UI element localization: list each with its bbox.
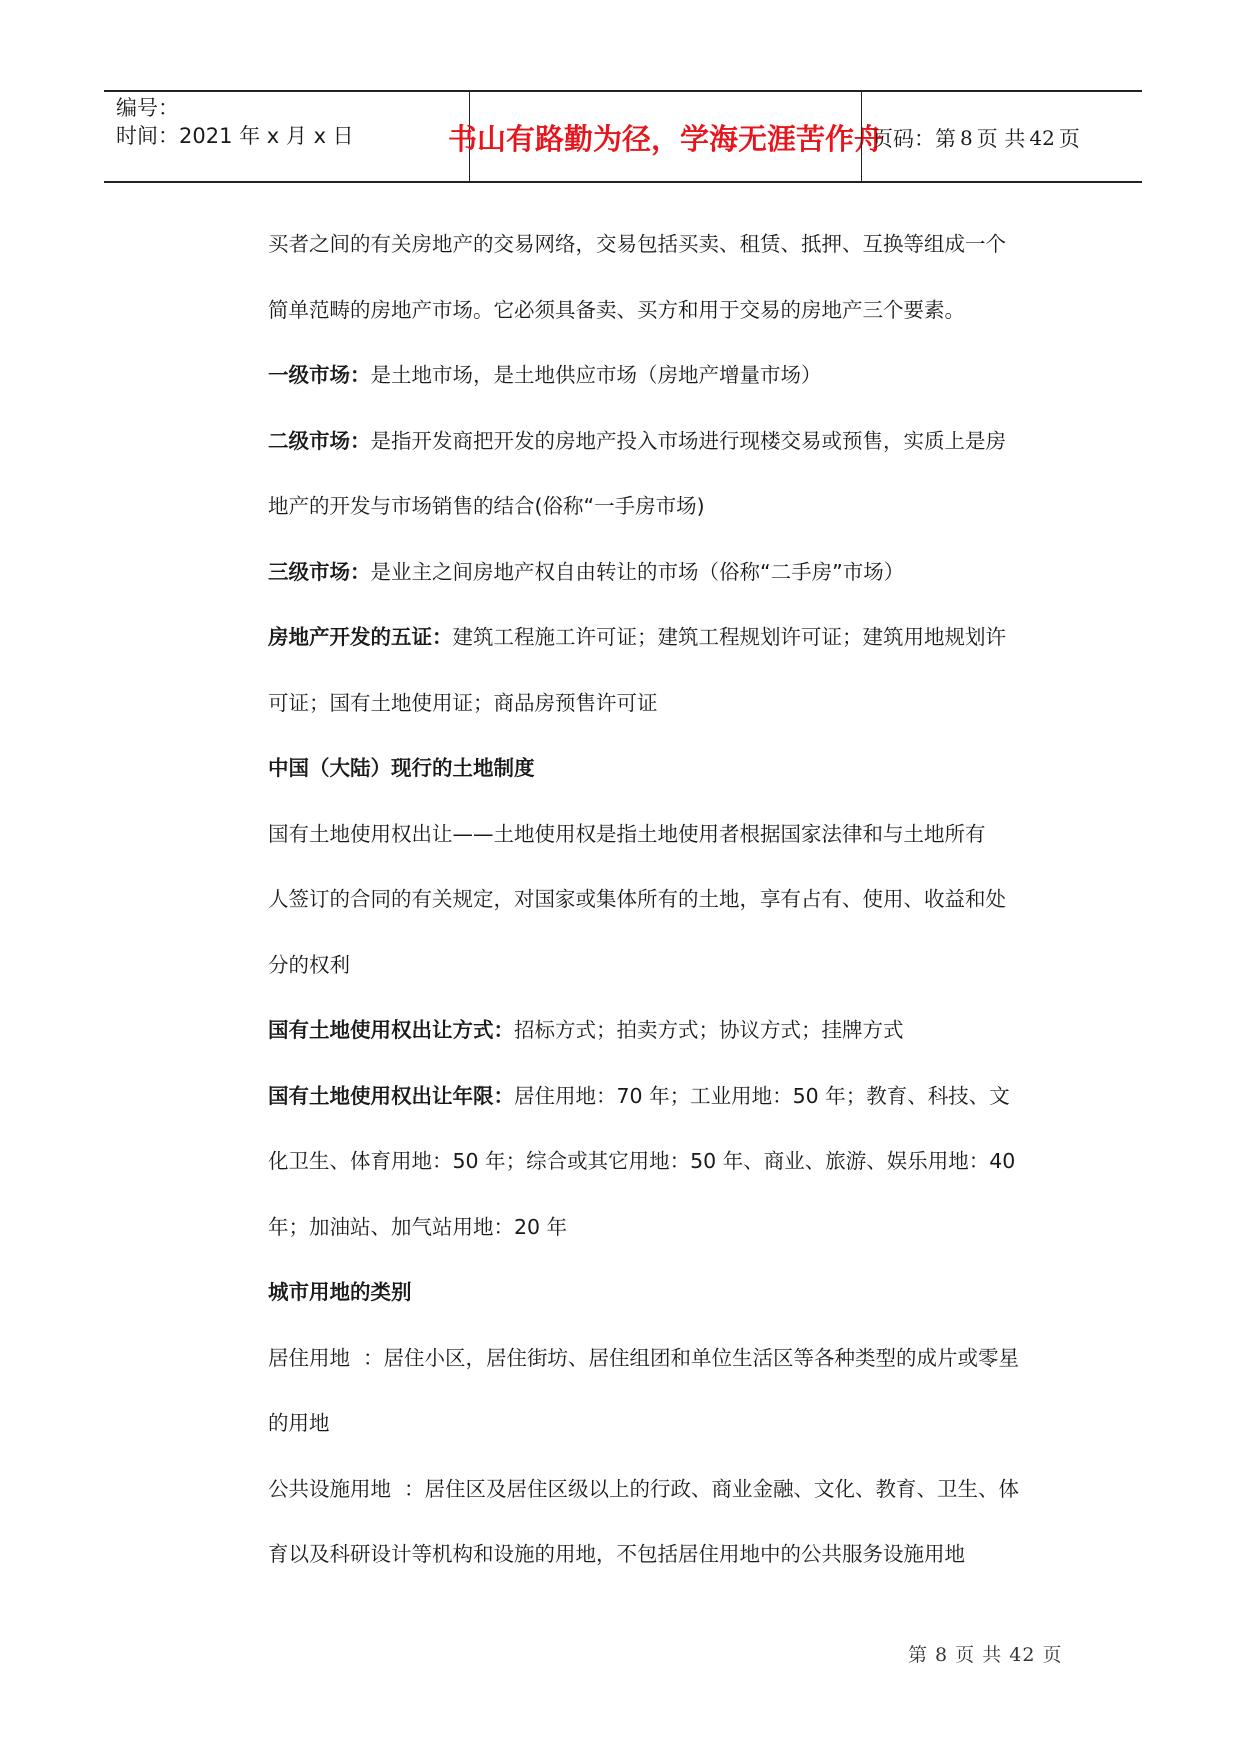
definition-five-certificates [268,605,1068,671]
page-suffix: 页 [1058,126,1080,151]
term: 二级市场： [268,428,371,453]
page-footer: 第 8 页 共 42 页 [908,1644,1063,1666]
paragraph-line: 公共设施用地 ：居住区及居住区级以上的行政、商业金融、文化、教育、卫生、体 [268,1476,1020,1501]
definition-text: 是指开发商把开发的房地产投入市场进行现楼交易或预售，实质上是房 [370,428,1006,453]
document-body [268,212,1068,1588]
paragraph-line: 国有土地使用权出让——土地使用权是指土地使用者根据国家法律和与土地所有 [268,821,986,846]
header-motto: 书山有路勤为径，学海无涯苦作舟 [448,122,884,156]
definition-transfer-methods [268,998,1068,1064]
page-prefix: 页码：第 [872,126,956,151]
definition-primary-market [268,343,1068,409]
definition-text: 居住用地：70 年；工业用地：50 年；教育、科技、文 [514,1083,1010,1108]
term: 国有土地使用权出让方式： [268,1018,514,1042]
definition-text: 是业主之间房地产权自由转让的市场（俗称“二手房”市场） [370,559,905,584]
definition-transfer-terms [268,1064,1068,1130]
definition-text: 建筑工程施工许可证；建筑工程规划许可证；建筑用地规划许 [452,625,1006,649]
header-page-code [872,92,1080,183]
paragraph-line: 育以及科研设计等机构和设施的用地，不包括居住用地中的公共服务设施用地 [268,1542,965,1566]
paragraph-line: 人签订的合同的有关规定，对国家或集体所有的土地，享有占有、使用、收益和处 [268,887,1006,911]
paragraph-line: 分的权利 [268,952,350,977]
paragraph-line: 买者之间的有关房地产的交易网络，交易包括买卖、租赁、抵押、互换等组成一个 [268,232,1006,256]
header-meta [116,94,471,150]
page-total: 42 [1029,125,1055,150]
paragraph-line: 的用地 [268,1411,330,1435]
definition-secondary-market [268,409,1068,475]
definition-text: 招标方式；拍卖方式；协议方式；挂牌方式 [514,1018,904,1042]
term: 一级市场： [268,363,371,387]
paragraph-line: 可证；国有土地使用证；商品房预售许可证 [268,690,658,715]
code-label: 编号： [116,96,179,120]
paragraph-line: 地产的开发与市场销售的结合(俗称“一手房市场) [268,494,705,518]
paragraph-line: 化卫生、体育用地：50 年；综合或其它用地：50 年、商业、旅游、娱乐用地：40 [268,1149,1016,1173]
term: 三级市场： [268,559,371,584]
time-label: 时间：2021 年 x 月 x 日 [116,124,354,148]
header-divider [861,92,862,181]
definition-tertiary-market [268,540,1068,606]
page-mid: 页 共 [976,126,1026,151]
section-heading: 城市用地的类别 [268,1280,412,1304]
page-current: 8 [960,125,973,150]
paragraph-line: 年；加油站、加气站用地：20 年 [268,1214,568,1239]
paragraph-line: 简单范畴的房地产市场。它必须具备卖、买方和用于交易的房地产三个要素。 [268,297,965,322]
page-header [104,90,1142,183]
section-heading: 中国（大陆）现行的土地制度 [268,756,535,780]
paragraph-line: 居住用地 ：居住小区，居住街坊、居住组团和单位生活区等各种类型的成片或零星 [268,1345,1020,1370]
term: 国有土地使用权出让年限： [268,1083,514,1108]
term: 房地产开发的五证： [268,625,453,649]
definition-text: 是土地市场，是土地供应市场（房地产增量市场） [370,363,822,387]
